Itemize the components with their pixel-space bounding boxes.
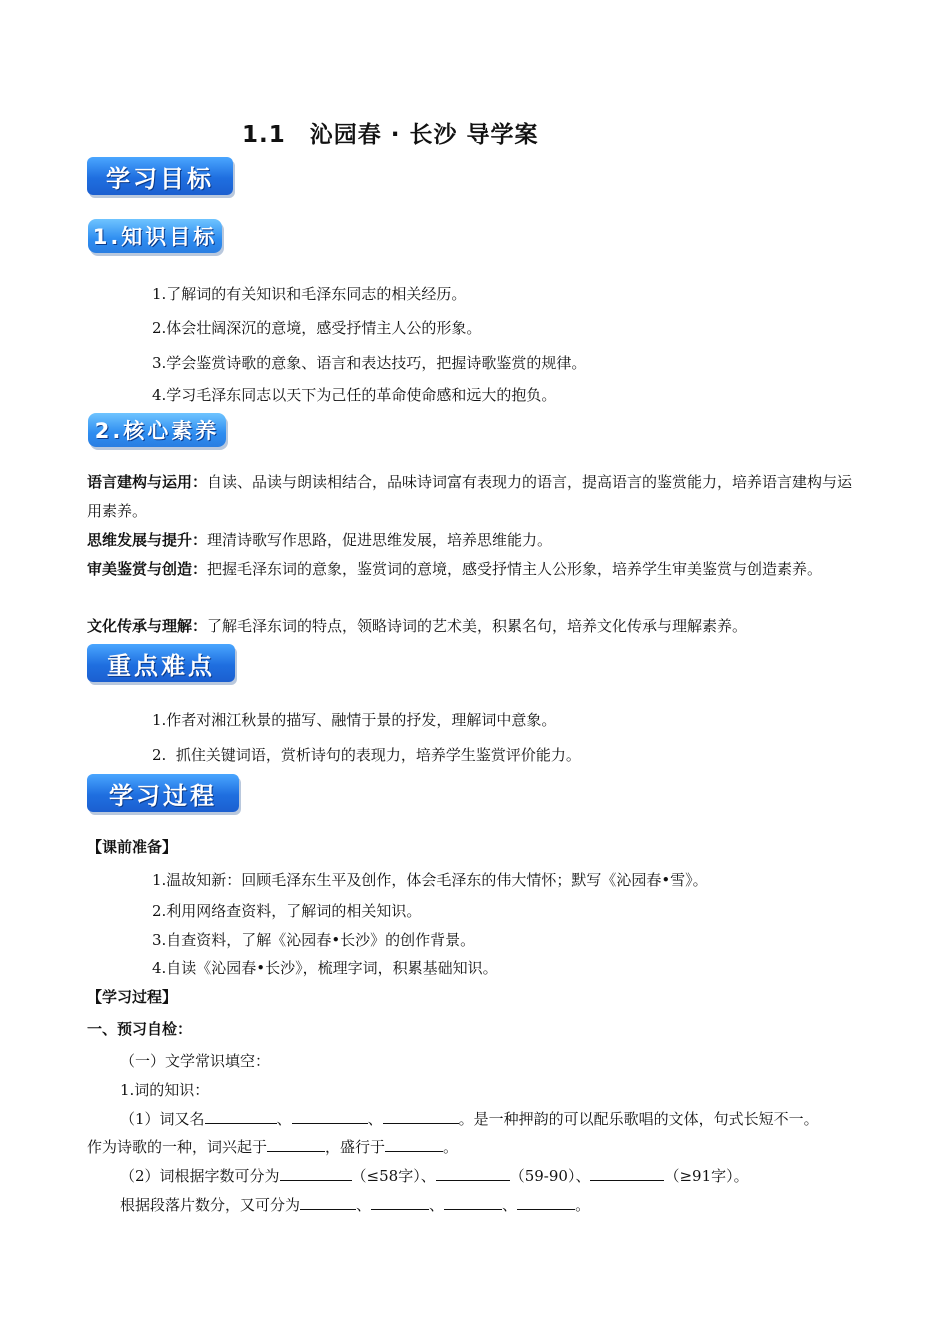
fill-question-1 (120, 1108, 819, 1130)
core-literacy-label: 思维发展与提升： (87, 531, 208, 549)
answer-blank[interactable] (280, 1166, 352, 1181)
question-text: （59-90）、 (509, 1167, 591, 1185)
answer-blank[interactable] (292, 1109, 368, 1124)
answer-blank[interactable] (590, 1166, 664, 1181)
answer-blank[interactable] (436, 1166, 510, 1181)
key-point-item: 2. 抓住关键词语，赏析诗句的表现力，培养学生鉴赏评价能力。 (152, 746, 581, 764)
learning-process-badge: 学习过程 (87, 774, 239, 812)
question-text: 、 (356, 1196, 372, 1214)
core-literacy-item (87, 526, 867, 555)
core-literacy-label: 审美鉴赏与创造： (87, 560, 208, 578)
prep-item: 4.自读《沁园春•长沙》，梳理字词，积累基础知识。 (152, 959, 498, 977)
question-text: （≥91字）。 (664, 1167, 749, 1185)
core-literacy-text: 理清诗歌写作思路，促进思维发展，培养思维能力。 (207, 531, 553, 549)
answer-blank[interactable] (205, 1109, 277, 1124)
prep-item: 2.利用网络查资料，了解词的相关知识。 (152, 902, 422, 920)
subsection-heading: （一）文学常识填空： (120, 1052, 271, 1070)
question-text: （1）词又名 (120, 1110, 205, 1128)
question-text: 、 (367, 1110, 383, 1128)
answer-blank[interactable] (385, 1137, 443, 1152)
core-literacy-label: 文化传承与理解： (87, 617, 208, 635)
question-text: 。 (575, 1196, 591, 1214)
item-heading: 1.词的知识： (120, 1081, 210, 1099)
answer-blank[interactable] (300, 1195, 356, 1210)
question-text: 、 (429, 1196, 445, 1214)
core-literacy-label: 语言建构与运用： (87, 473, 208, 491)
key-points-badge: 重点难点 (87, 644, 235, 682)
fill-question-2 (120, 1165, 749, 1187)
core-literacy-text: 自读、品读与朗读相结合，品味诗词富有表现力的语言，提高语言的鉴赏能力，培养语言建构与运用素养。 (87, 473, 853, 520)
core-literacy-text: 把握毛泽东词的意象，鉴赏词的意境，感受抒情主人公形象，培养学生审美鉴赏与创造素养。 (207, 560, 823, 578)
question-text: 。 (443, 1138, 459, 1156)
question-text: 、 (276, 1110, 292, 1128)
question-text: ，盛行于 (325, 1138, 386, 1156)
core-literacy-item (87, 612, 867, 641)
knowledge-goal-item: 2.体会壮阔深沉的意境，感受抒情主人公的形象。 (152, 319, 482, 337)
knowledge-goal-item: 1.了解词的有关知识和毛泽东同志的相关经历。 (152, 285, 467, 303)
answer-blank[interactable] (383, 1109, 459, 1124)
answer-blank[interactable] (371, 1195, 429, 1210)
answer-blank[interactable] (517, 1195, 575, 1210)
question-text: 、 (502, 1196, 518, 1214)
answer-blank[interactable] (444, 1195, 502, 1210)
core-literacy-item (87, 468, 867, 526)
knowledge-goals-badge: 1.知识目标 (88, 219, 222, 253)
question-text: 作为诗歌的一种，词兴起于 (87, 1138, 268, 1156)
prep-item: 1.温故知新：回顾毛泽东生平及创作，体会毛泽东的伟大情怀；默写《沁园春•雪》。 (152, 871, 708, 889)
process-heading: 【学习过程】 (87, 988, 178, 1006)
question-text: 根据段落片数分，又可分为 (120, 1196, 301, 1214)
knowledge-goal-item: 3.学会鉴赏诗歌的意象、语言和表达技巧，把握诗歌鉴赏的规律。 (152, 354, 587, 372)
fill-question-1-cont (87, 1136, 458, 1158)
answer-blank[interactable] (267, 1137, 325, 1152)
prep-item: 3.自查资料，了解《沁园春•长沙》的创作背景。 (152, 931, 476, 949)
prep-heading: 【课前准备】 (87, 838, 178, 856)
key-point-item: 1.作者对湘江秋景的描写、融情于景的抒发，理解词中意象。 (152, 711, 557, 729)
core-literacy-text: 了解毛泽东词的特点，领略诗词的艺术美，积累名句，培养文化传承与理解素养。 (207, 617, 748, 635)
section-heading: 一、预习自检： (87, 1020, 193, 1038)
fill-question-3 (120, 1194, 590, 1216)
question-text: （≤58字）、 (351, 1167, 436, 1185)
core-literacy-item (87, 555, 867, 584)
question-text: 。是一种押韵的可以配乐歌唱的文体，句式长短不一。 (458, 1110, 819, 1128)
core-literacy-badge: 2.核心素养 (88, 413, 226, 447)
page-title: 1.1 沁园春 · 长沙 导学案 (242, 122, 539, 148)
question-text: （2）词根据字数可分为 (120, 1167, 280, 1185)
knowledge-goal-item: 4.学习毛泽东同志以天下为己任的革命使命感和远大的抱负。 (152, 386, 557, 404)
learning-goals-badge: 学习目标 (87, 157, 233, 195)
